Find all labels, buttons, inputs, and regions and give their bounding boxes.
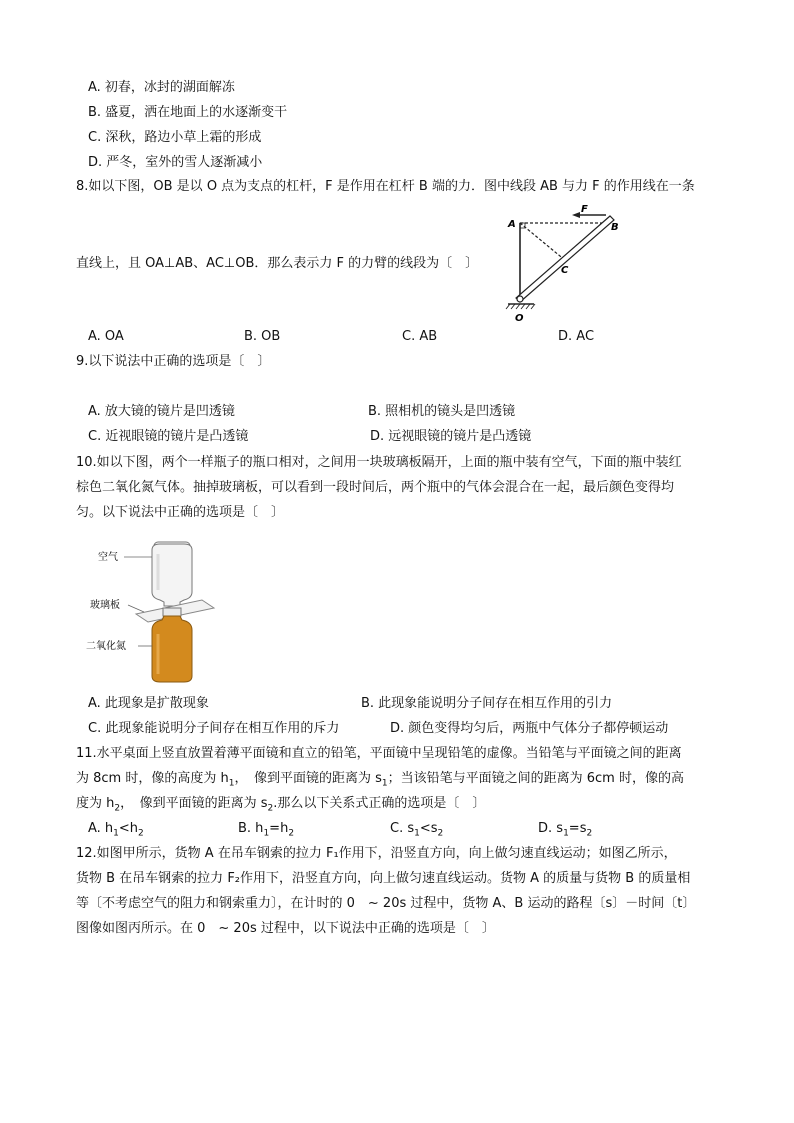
q11-option-c: C. $s_1<s_2$ (390, 821, 444, 839)
label-a: A (508, 219, 516, 230)
label-c: C (561, 265, 569, 276)
label-glass: 玻璃板 (90, 600, 120, 611)
q8-option-b: B. OB (244, 329, 281, 344)
q10-option-d: D. 颜色变得均匀后，两瓶中气体分子都停顿运动 (390, 721, 669, 736)
q11-stem-line1: 11.水平桌面上竖直放置着薄平面镜和直立的铅笔，平面镜中呈现铅笔的虚像。当铅笔与平面镜之间的距离 (76, 746, 682, 761)
q12-stem-line4: 图像如图丙所示。在 0 ~ 20s 过程中，以下说法中正确的选项是〔 〕 (76, 921, 495, 936)
q9-stem: 9.以下说法中正确的选项是〔 〕 (76, 354, 271, 369)
q8-stem-line2: 直线上，且 OA⊥AB、AC⊥OB．那么表示力 F 的力臂的线段为〔 〕 (76, 256, 479, 271)
q7-option-d: D. 严冬，室外的雪人逐渐减小 (88, 155, 263, 170)
q11-stem-line2: 为 8cm 时，像的高度为 $h_1$， 像到平面镜的距离为 $s_1$；当该铅笔与平面镜之间的距离为 6cm 时，像的高 (76, 771, 684, 789)
q10-option-a: A. 此现象是扩散现象 (88, 696, 209, 711)
label-b: B (611, 222, 619, 233)
label-air: 空气 (98, 552, 118, 563)
label-no2: 二氧化氮 (86, 641, 126, 652)
q8-option-d: D. AC (558, 329, 595, 344)
force-f-arrowhead (572, 212, 580, 218)
q8-option-c: C. AB (402, 329, 438, 344)
q11-option-d: D. $s_1=s_2$ (538, 821, 593, 839)
q10-stem-line2: 棕色二氧化氮气体。抽掉玻璃板，可以看到一段时间后，两个瓶中的气体会混合在一起，最后颜色变得均 (76, 480, 675, 495)
q11-option-a: A. $h_1<h_2$ (88, 821, 144, 839)
q7-option-c: C. 深秋，路边小草上霜的形成 (88, 130, 262, 145)
q9-option-b: B. 照相机的镜头是凹透镜 (368, 404, 516, 419)
q8-stem-line1: 8.如以下图，OB 是以 O 点为支点的杠杆，F 是作用在杠杆 B 端的力．图中线段 AB 与力 F 的作用线在一条 (76, 179, 695, 194)
pivot-hatch (506, 304, 535, 309)
q11-option-b: B. $h_1=h_2$ (238, 821, 295, 839)
pivot-o (517, 296, 523, 302)
q10-stem-line1: 10.如以下图，两个一样瓶子的瓶口相对，之间用一块玻璃板隔开，上面的瓶中装有空气，下面的瓶中装红 (76, 455, 682, 470)
q10-stem-line3: 匀。以下说法中正确的选项是〔 〕 (76, 505, 285, 520)
q9-option-a: A. 放大镜的镜片是凹透镜 (88, 404, 235, 419)
lower-bottle-mouth (163, 608, 181, 616)
label-glass-leader (128, 605, 144, 612)
q9-option-d: D. 远视眼镜的镜片是凸透镜 (370, 429, 532, 444)
label-o: O (515, 313, 524, 324)
q10-option-b: B. 此现象能说明分子间存在相互作用的引力 (361, 696, 613, 711)
q7-option-a: A. 初春，冰封的湖面解冻 (88, 80, 235, 95)
q9-option-c: C. 近视眼镜的镜片是凸透镜 (88, 429, 249, 444)
lever-ob-bar (516, 216, 614, 302)
q7-option-b: B. 盛夏，洒在地面上的水逐渐变干 (88, 105, 288, 120)
q12-stem-line3: 等〔不考虑空气的阻力和钢索重力〕，在计时的 0 ~ 20s 过程中，货物 A、B 运动的路程〔s〕－时间〔t〕 (76, 896, 696, 911)
q12-stem-line1: 12.如图甲所示，货物 A 在吊车钢索的拉力 F₁作用下，沿竖直方向，向上做匀速直线运动；如图乙所示， (76, 846, 677, 861)
lever-ac-line (520, 223, 566, 261)
lever-diagram (498, 203, 628, 325)
q11-stem-line3: 度为 $h_2$， 像到平面镜的距离为 $s_2$.那么以下关系式正确的选项是〔 〕 (76, 796, 486, 814)
q12-stem-line2: 货物 B 在吊车钢索的拉力 F₂作用下，沿竖直方向，向上做匀速直线运动。货物 A 的质量与货物 B 的质量相 (76, 871, 691, 886)
label-f: F (581, 204, 588, 215)
q8-option-a: A. OA (88, 329, 124, 344)
diffusion-bottles-figure (84, 536, 234, 686)
q10-option-c: C. 此现象能说明分子间存在相互作用的斥力 (88, 721, 340, 736)
